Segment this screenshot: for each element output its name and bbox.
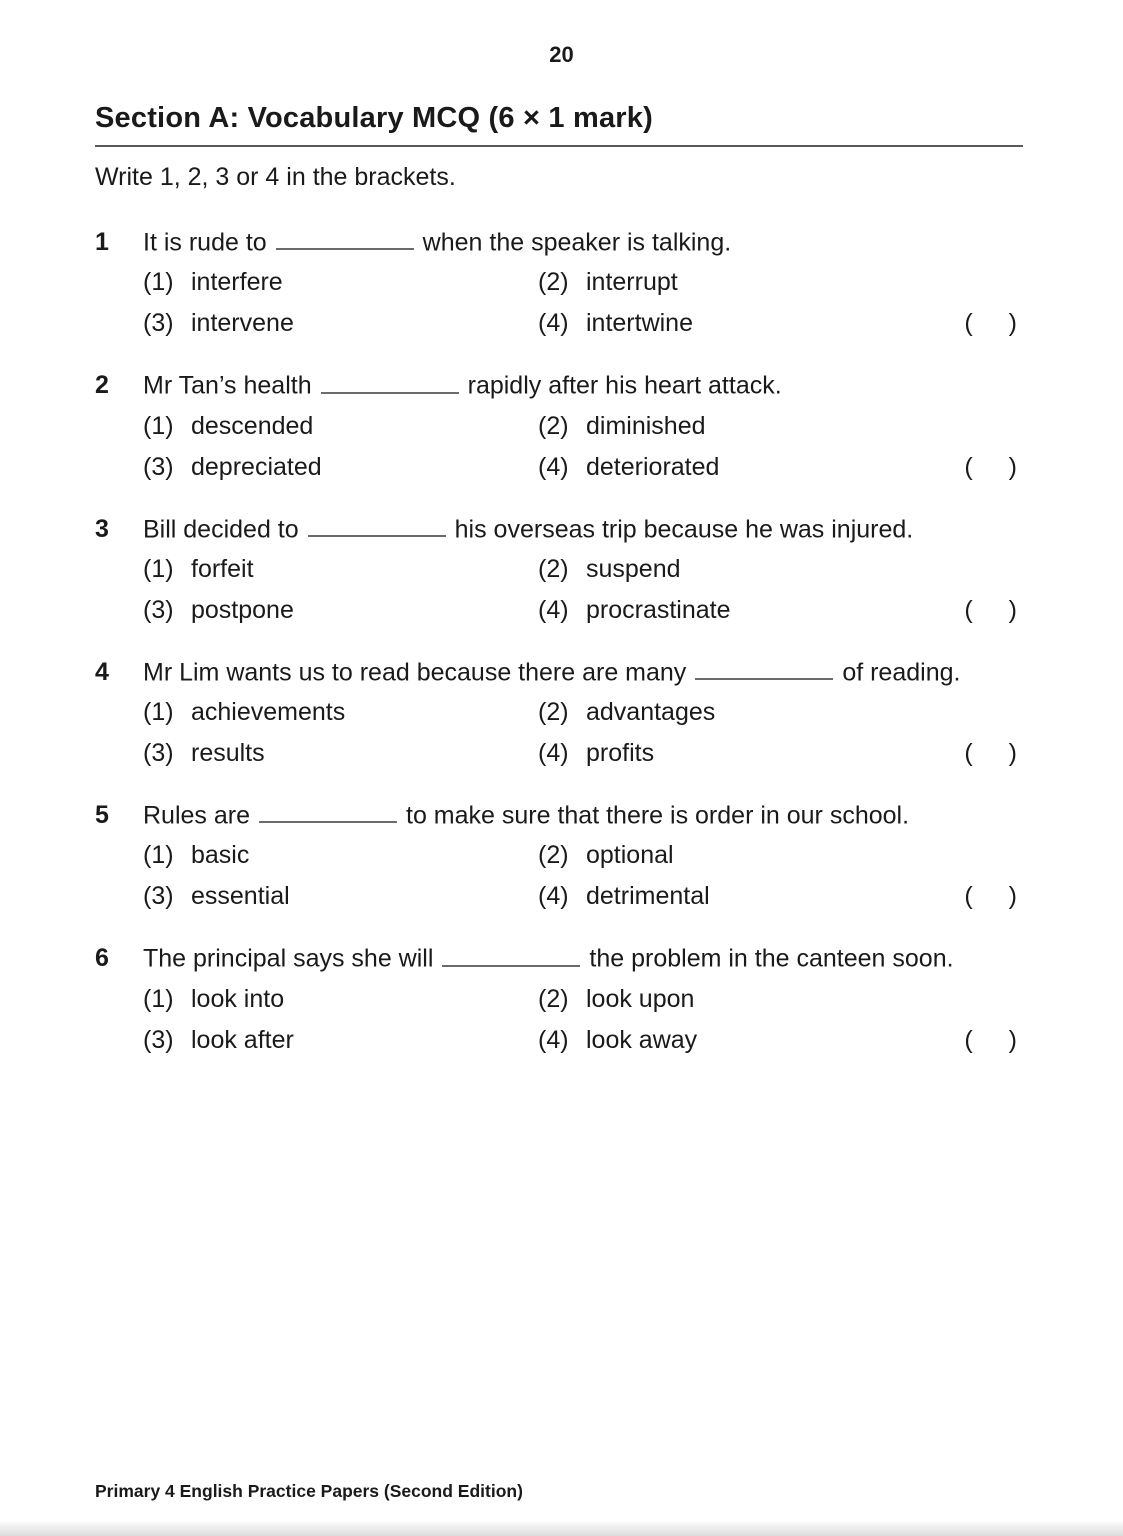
- option-number: (2): [538, 698, 569, 726]
- bracket-close: ): [1008, 882, 1017, 911]
- option: [538, 981, 1023, 1017]
- option-number: (1): [143, 554, 174, 583]
- option: [143, 878, 538, 914]
- question-number: 4: [95, 657, 109, 686]
- stem-after: rapidly after his heart attack.: [467, 371, 782, 400]
- footer-text: Primary 4 English Practice Papers (Second Edition): [95, 1481, 523, 1501]
- option-label: look after: [191, 1025, 294, 1054]
- option-label: look into: [191, 984, 285, 1013]
- option: [538, 878, 1023, 914]
- answer-brackets: [964, 449, 1017, 485]
- answer-brackets: [964, 592, 1017, 628]
- option-number: (1): [143, 698, 174, 726]
- option: [143, 981, 538, 1017]
- option-label: suspend: [586, 554, 681, 583]
- option: [538, 408, 1023, 444]
- option: [143, 592, 538, 628]
- answer-brackets: [964, 305, 1017, 341]
- option: [538, 305, 1023, 341]
- bracket-open: (: [964, 739, 973, 767]
- stem-after: his overseas trip because he was injured.: [454, 514, 914, 543]
- stem-before: Bill decided to: [143, 514, 299, 543]
- bracket-close: ): [1008, 1025, 1017, 1054]
- option-number: (4): [538, 1025, 569, 1054]
- question-body: [143, 797, 1023, 914]
- option: [538, 551, 1023, 587]
- bracket-open: (: [964, 595, 973, 624]
- option: [538, 449, 1023, 485]
- option: [538, 592, 1023, 628]
- bracket-open: (: [964, 309, 973, 338]
- question: [95, 940, 1023, 1057]
- question-options: [143, 981, 1023, 1058]
- question: [95, 224, 1023, 341]
- answer-brackets: [964, 735, 1017, 771]
- question-number: 3: [95, 514, 109, 543]
- stem-after: to make sure that there is order in our school.: [406, 801, 910, 830]
- question-number: 2: [95, 371, 109, 400]
- option-number: (3): [143, 452, 174, 481]
- option-number: (4): [538, 452, 569, 481]
- option-number: (4): [538, 309, 569, 338]
- option-label: results: [191, 739, 265, 767]
- option-number: (4): [538, 739, 569, 767]
- question-options: [143, 837, 1023, 914]
- option-label: intertwine: [586, 309, 693, 338]
- option-label: postpone: [191, 595, 294, 624]
- option-label: forfeit: [191, 554, 254, 583]
- option-label: advantages: [586, 698, 716, 726]
- option: [143, 735, 538, 771]
- option-label: profits: [586, 739, 655, 767]
- option-number: (3): [143, 309, 174, 338]
- option-label: diminished: [586, 411, 706, 440]
- page-number: 20: [549, 42, 574, 67]
- question-body: [143, 224, 1023, 341]
- section-title: Section A: Vocabulary MCQ (6 × 1 mark): [95, 102, 1023, 147]
- option-number: (2): [538, 984, 569, 1013]
- question-body: [143, 654, 1023, 771]
- question-options: [143, 694, 1023, 771]
- question-number: 6: [95, 944, 109, 973]
- option: [538, 735, 1023, 771]
- question-number: 5: [95, 801, 109, 829]
- question-stem: [143, 367, 1023, 403]
- question-body: [143, 940, 1023, 1057]
- bracket-close: ): [1008, 595, 1017, 624]
- stem-before: Rules are: [143, 801, 250, 830]
- option-number: (3): [143, 739, 174, 767]
- page-bottom-shade: [0, 1520, 1123, 1536]
- question: [95, 797, 1023, 914]
- question-options: [143, 408, 1023, 485]
- option-number: (1): [143, 268, 174, 297]
- option-label: intervene: [191, 309, 294, 338]
- option-label: achievements: [191, 698, 346, 726]
- question-options: [143, 264, 1023, 341]
- blank-line: [695, 654, 833, 680]
- option: [143, 305, 538, 341]
- question-list: [95, 224, 1023, 1058]
- option: [143, 1022, 538, 1058]
- question-number: 1: [95, 228, 109, 256]
- blank-line: [259, 797, 397, 823]
- option-number: (4): [538, 595, 569, 624]
- option-number: (4): [538, 882, 569, 911]
- bracket-close: ): [1008, 309, 1017, 338]
- option-label: deteriorated: [586, 452, 720, 481]
- option: [143, 264, 538, 300]
- stem-before: Mr Lim wants us to read because there are many: [143, 658, 687, 686]
- bracket-close: ): [1008, 452, 1017, 481]
- question-body: [143, 511, 1023, 628]
- question: [95, 654, 1023, 771]
- question: [95, 511, 1023, 628]
- stem-after: of reading.: [842, 658, 961, 686]
- question-body: [143, 367, 1023, 484]
- bracket-open: (: [964, 882, 973, 911]
- blank-line: [442, 940, 580, 966]
- stem-after: the problem in the canteen soon.: [589, 944, 954, 973]
- option: [143, 408, 538, 444]
- option: [538, 694, 1023, 730]
- option-number: (1): [143, 984, 174, 1013]
- option: [143, 694, 538, 730]
- stem-after: when the speaker is talking.: [422, 228, 732, 257]
- option-label: optional: [586, 841, 674, 870]
- option-number: (2): [538, 411, 569, 440]
- stem-before: Mr Tan’s health: [143, 371, 312, 400]
- option: [143, 449, 538, 485]
- option-label: essential: [191, 882, 290, 911]
- answer-brackets: [964, 878, 1017, 914]
- option-number: (2): [538, 268, 569, 297]
- blank-line: [308, 511, 446, 537]
- stem-before: The principal says she will: [143, 944, 434, 973]
- option-label: depreciated: [191, 452, 322, 481]
- option-number: (1): [143, 841, 174, 870]
- content-area: [95, 102, 1023, 1084]
- answer-brackets: [964, 1022, 1017, 1058]
- option-number: (1): [143, 411, 174, 440]
- question-stem: [143, 224, 1023, 260]
- question-stem: [143, 654, 1023, 690]
- option: [538, 1022, 1023, 1058]
- option-number: (3): [143, 595, 174, 624]
- bracket-open: (: [964, 1025, 973, 1054]
- stem-before: It is rude to: [143, 228, 267, 257]
- option-label: basic: [191, 841, 250, 870]
- question-options: [143, 551, 1023, 628]
- option: [538, 837, 1023, 873]
- question-stem: [143, 797, 1023, 833]
- option-label: interfere: [191, 268, 283, 297]
- section-instruction: Write 1, 2, 3 or 4 in the brackets.: [95, 163, 456, 191]
- option-label: interrupt: [586, 268, 678, 297]
- option-number: (3): [143, 1025, 174, 1054]
- option-number: (3): [143, 882, 174, 911]
- option-number: (2): [538, 841, 569, 870]
- option-label: descended: [191, 411, 314, 440]
- question-stem: [143, 511, 1023, 547]
- question-stem: [143, 940, 1023, 976]
- option-label: look upon: [586, 984, 695, 1013]
- option-number: (2): [538, 554, 569, 583]
- option-label: procrastinate: [586, 595, 731, 624]
- option: [143, 837, 538, 873]
- bracket-close: ): [1008, 739, 1017, 767]
- blank-line: [321, 367, 459, 393]
- option: [538, 264, 1023, 300]
- blank-line: [276, 224, 414, 250]
- bracket-open: (: [964, 452, 973, 481]
- question: [95, 367, 1023, 484]
- option-label: look away: [586, 1025, 698, 1054]
- option-label: detrimental: [586, 882, 710, 911]
- option: [143, 551, 538, 587]
